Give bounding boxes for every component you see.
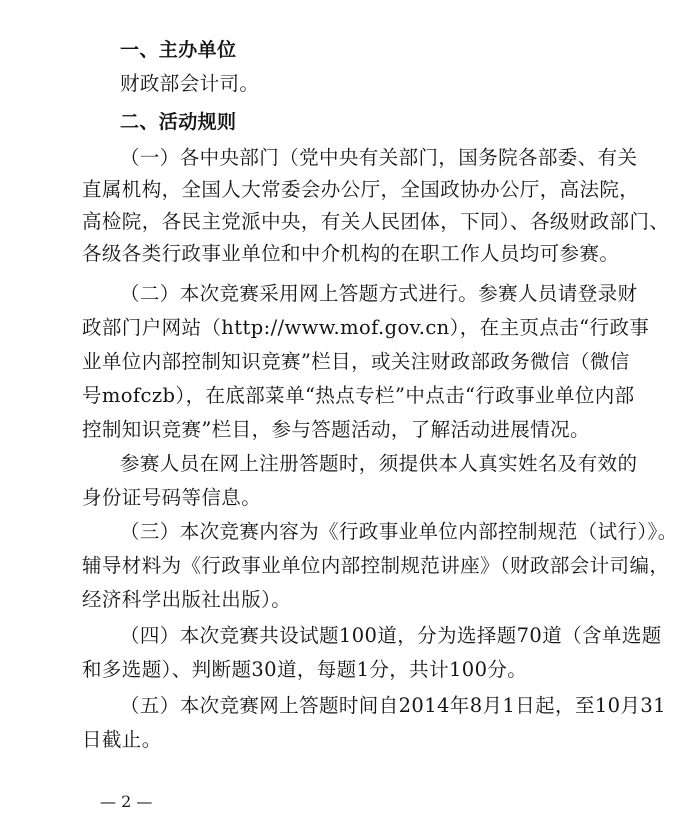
rule-2-line-4: 号mofczb），在底部菜单“热点专栏”中点击“行政事业单位内部 [82, 384, 635, 407]
rule-1-line-4: 各级各类行政事业单位和中介机构的在职工作人员均可参赛。 [82, 242, 620, 265]
rule-4-line-1: （四）本次竞赛共设试题100道，分为选择题70道（含单选题 [120, 624, 662, 647]
rule-3-line-3: 经济科学出版社出版）。 [82, 588, 292, 611]
page-number: — 2 — [100, 792, 153, 811]
rule-2-note-line-1: 参赛人员在网上注册答题时，须提供本人真实姓名及有效的 [120, 452, 638, 475]
rule-2-line-1: （二）本次竞赛采用网上答题方式进行。参赛人员请登录财 [120, 282, 638, 305]
rule-2-note-line-2: 身份证号码等信息。 [82, 486, 262, 509]
organizer-text: 财政部会计司。 [120, 72, 260, 95]
section-heading-rules: 二、活动规则 [120, 111, 237, 133]
rule-3-line-1: （三）本次竞赛内容为《行政事业单位内部控制规范（试行）》。 [120, 520, 678, 543]
rule-5-line-1: （五）本次竞赛网上答题时间自2014年8月1日起，至10月31 [120, 694, 666, 717]
rule-2-line-3: 业单位内部控制知识竞赛”栏目，或关注财政部政务微信（微信 [82, 350, 630, 373]
rule-2-line-5: 控制知识竞赛”栏目，参与答题活动，了解活动进展情况。 [82, 418, 590, 441]
rule-1-line-2: 直属机构，全国人大常委会办公厅，全国政协办公厅，高法院， [82, 178, 640, 201]
rule-1-line-1: （一）各中央部门（党中央有关部门，国务院各部委、有关 [120, 146, 638, 169]
rule-1-line-3: 高检院，各民主党派中央，有关人民团体，下同）、各级财政部门、 [82, 210, 670, 233]
rule-4-line-2: 和多选题）、判断题30道，每题1分，共计100分。 [82, 658, 528, 681]
section-heading-organizer: 一、主办单位 [120, 39, 237, 61]
rule-2-line-2: 政部门户网站（http://www.mof.gov.cn），在主页点击“行政事 [82, 316, 650, 339]
rule-3-line-2: 辅导材料为《行政事业单位内部控制规范讲座》（财政部会计司编， [82, 554, 670, 577]
rule-5-line-2: 日截止。 [82, 728, 162, 751]
